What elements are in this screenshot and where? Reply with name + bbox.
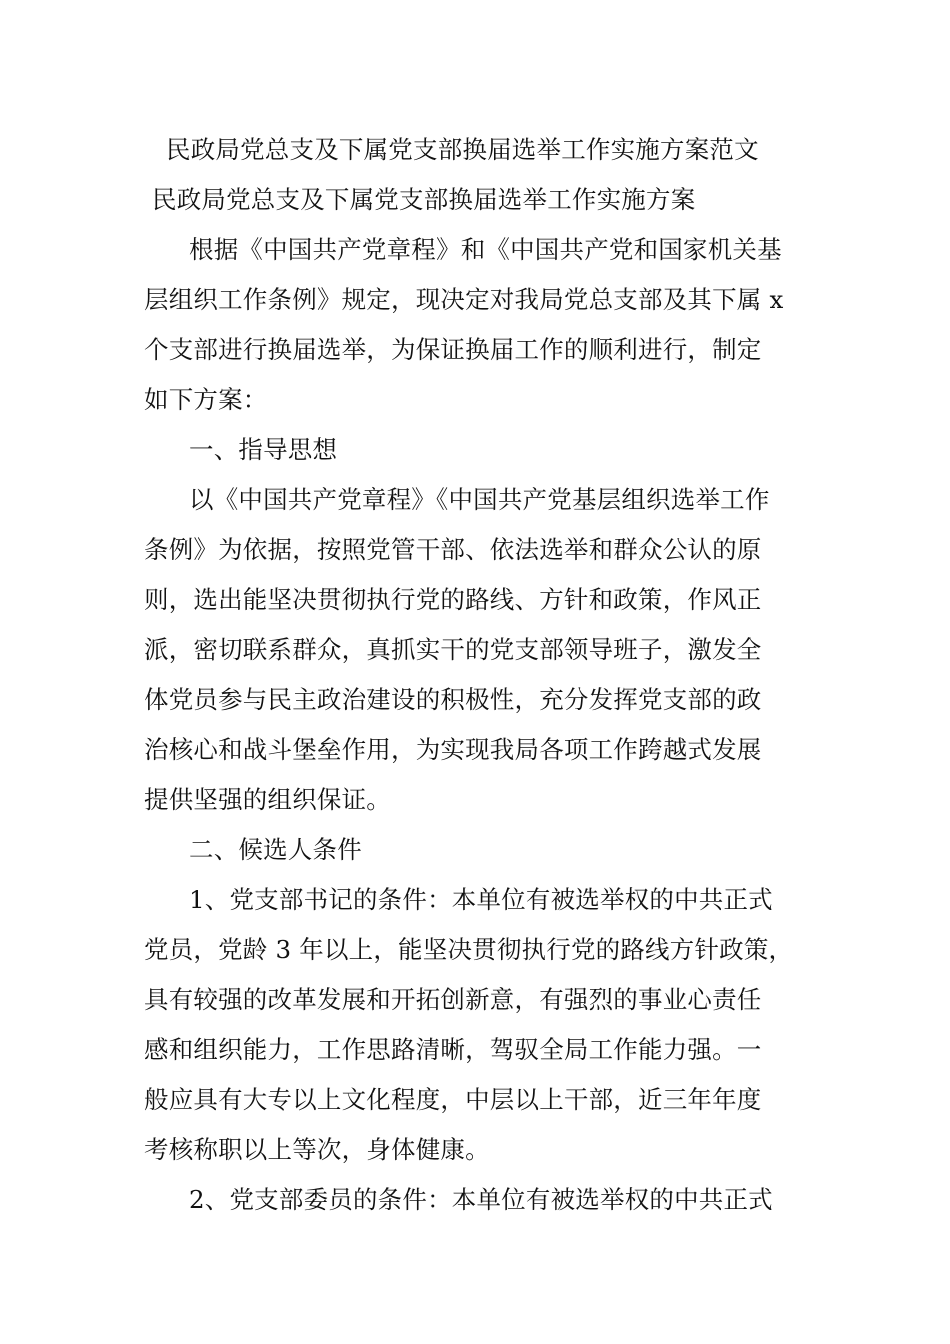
text-line: 层组织工作条例》规定，现决定对我局党总支部及其下属 x [144,285,784,314]
document-subtitle: 民政局党总支及下属党支部换届选举工作实施方案 [152,185,696,214]
text-line: 感和组织能力，工作思路清晰，驾驭全局工作能力强。一 [144,1035,762,1064]
text-line: 条例》为依据，按照党管干部、依法选举和群众公认的原 [144,535,762,564]
text-line: 2、党支部委员的条件：本单位有被选举权的中共正式 [189,1185,773,1214]
text-line: 提供坚强的组织保证。 [144,785,391,814]
text-line: 体党员参与民主政治建设的积极性，充分发挥党支部的政 [144,685,762,714]
text-line: 则，选出能坚决贯彻执行党的路线、方针和政策，作风正 [144,585,762,614]
text-line: 具有较强的改革发展和开拓创新意，有强烈的事业心责任 [144,985,762,1014]
text-line: 般应具有大专以上文化程度，中层以上干部，近三年年度 [144,1085,762,1114]
text-line: 派，密切联系群众，真抓实干的党支部领导班子，激发全 [144,635,762,664]
text-line: 如下方案： [144,385,268,414]
document-title: 民政局党总支及下属党支部换届选举工作实施方案范文 [166,135,759,164]
section-heading: 一、指导思想 [189,435,338,464]
text-line: 考核称职以上等次，身体健康。 [144,1135,490,1164]
section-heading: 二、候选人条件 [189,835,362,864]
text-line: 党员，党龄 3 年以上，能坚决贯彻执行党的路线方针政策， [144,935,794,964]
text-line: 根据《中国共产党章程》和《中国共产党和国家机关基 [189,235,782,264]
text-line: 1、党支部书记的条件：本单位有被选举权的中共正式 [189,885,773,914]
text-line: 个支部进行换届选举，为保证换届工作的顺利进行，制定 [144,335,762,364]
text-line: 治核心和战斗堡垒作用，为实现我局各项工作跨越式发展 [144,735,762,764]
text-line: 以《中国共产党章程》《中国共产党基层组织选举工作 [189,485,770,514]
